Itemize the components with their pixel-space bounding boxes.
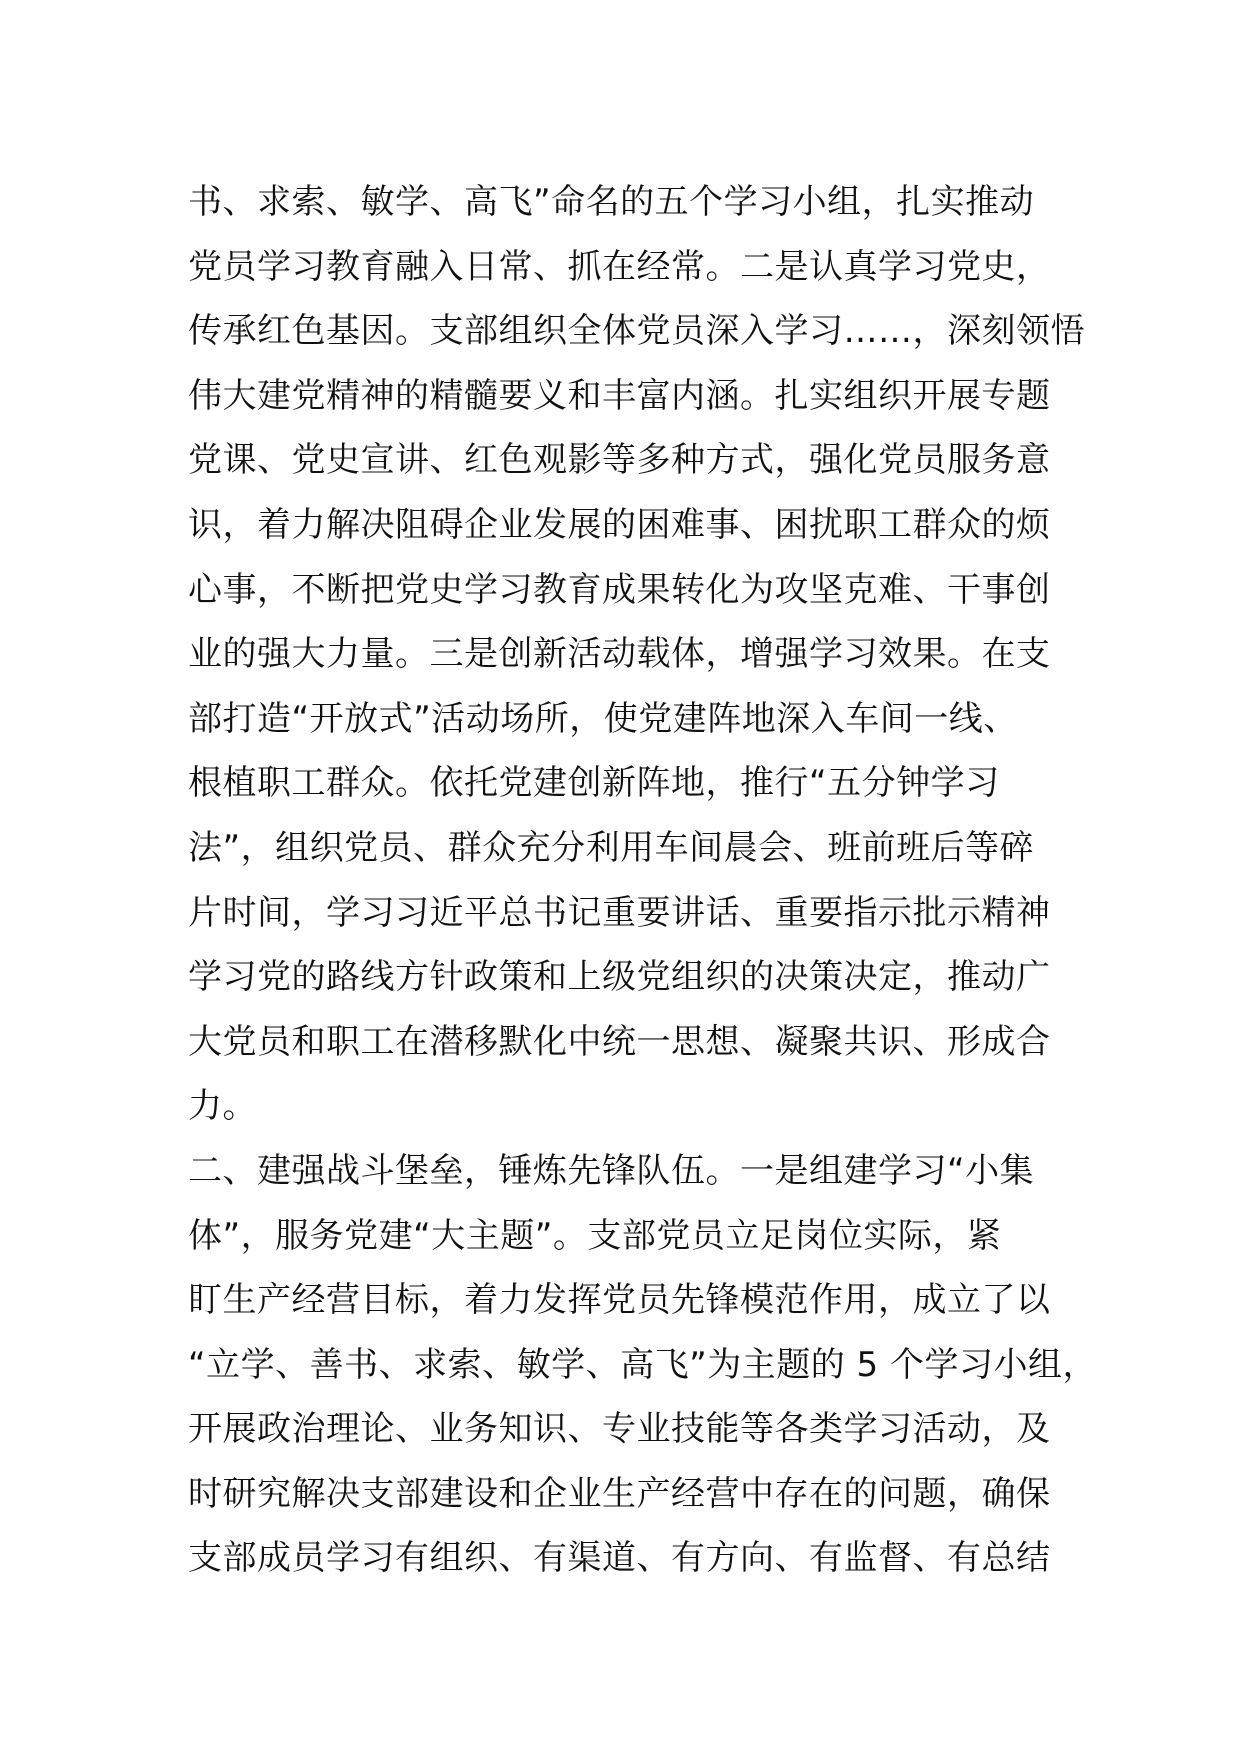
text-line: 力。: [188, 1086, 257, 1127]
text-line: 党员学习教育融入日常、抓在经常。二是认真学习党史，: [188, 246, 1051, 287]
text-line: 时研究解决支部建设和企业生产经营中存在的问题，确保: [188, 1473, 1051, 1514]
text-line: 业的强大力量。三是创新活动载体，增强学习效果。在支: [188, 634, 1051, 675]
text-line: 伟大建党精神的精髓要义和丰富内涵。扎实组织开展专题: [188, 375, 1051, 416]
section-heading-line: 二、建强战斗堡垒，锤炼先锋队伍。一是组建学习“小集: [188, 1150, 1035, 1191]
text-line: 支部成员学习有组织、有渠道、有方向、有监督、有总结: [188, 1538, 1051, 1579]
text-line: 识，着力解决阻碍企业发展的困难事、困扰职工群众的烦: [188, 504, 1051, 545]
body-text: [188, 170, 1097, 1591]
text-line: 开展政治理论、业务知识、专业技能等各类学习活动，及: [188, 1409, 1051, 1450]
text-line: 学习党的路线方针政策和上级党组织的决策决定，推动广: [188, 957, 1051, 998]
text-line: 部打造“开放式”活动场所，使党建阵地深入车间一线、: [188, 698, 1018, 739]
text-line: 党课、党史宣讲、红色观影等多种方式，强化党员服务意: [188, 440, 1051, 481]
text-line: 传承红色基因。支部组织全体党员深入学习……，深刻领悟: [188, 311, 1085, 352]
text-line: 片时间，学习习近平总书记重要讲话、重要指示批示精神: [188, 892, 1051, 933]
text-line: “立学、善书、求索、敏学、高飞”为主题的 5 个学习小组，: [188, 1344, 1097, 1385]
text-line: 根植职工群众。依托党建创新阵地，推行“五分钟学习: [188, 763, 1000, 804]
text-line: 体”，服务党建“大主题”。支部党员立足岗位实际，紧: [188, 1215, 1002, 1256]
text-line: 大党员和职工在潜移默化中统一思想、凝聚共识、形成合: [188, 1021, 1051, 1062]
text-line: 心事，不断把党史学习教育成果转化为攻坚克难、干事创: [188, 569, 1051, 610]
text-line: 书、求索、敏学、高飞”命名的五个学习小组，扎实推动: [188, 182, 1035, 222]
text-line: 盯生产经营目标，着力发挥党员先锋模范作用，成立了以: [188, 1280, 1051, 1321]
text-line: 法”，组织党员、群众充分利用车间晨会、班前班后等碎: [188, 827, 1035, 868]
